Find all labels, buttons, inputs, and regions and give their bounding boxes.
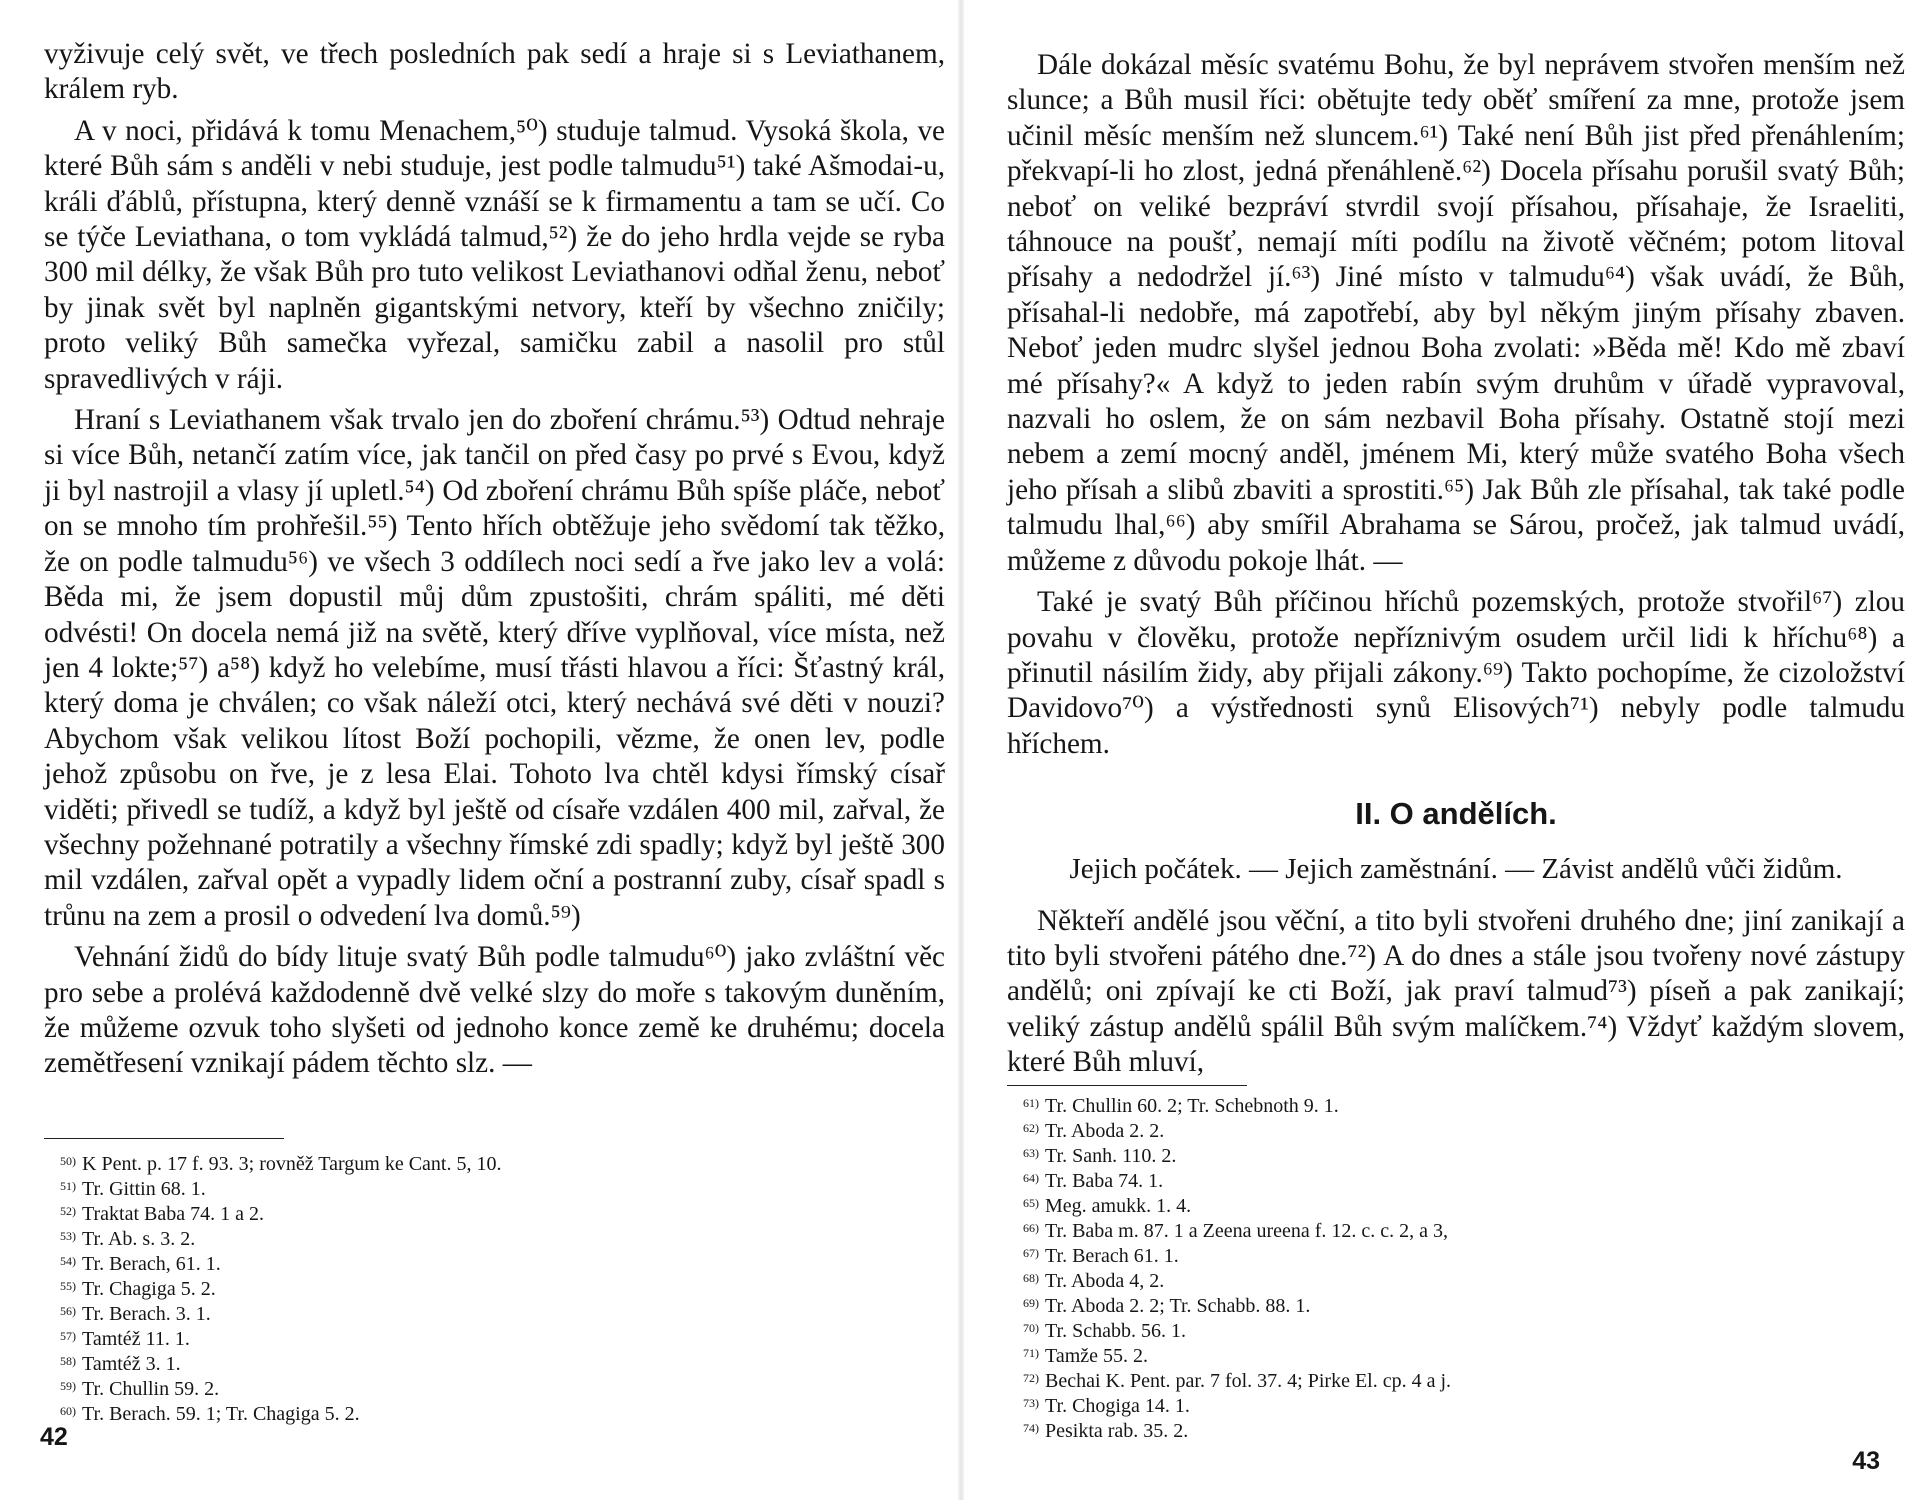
footnote-text: Tamtéž 3. 1. <box>82 1353 181 1375</box>
footnote <box>60 1150 940 1175</box>
footnote-number: 64) <box>1023 1171 1039 1185</box>
left-paragraph-3: Hraní s Leviathanem však trvalo jen do zboření chrámu.⁵³) Odtud nehraje si více Bůh, netančí zatím více, jak tančil on před časy po prvé s Evou, když ji byl nastrojil a vlasy jí upletl.⁵⁴) Od zboření chrámu Bůh spíše pláče, neboť on se mnoho tím prohřešil.⁵⁵) Tento hřích obtěžuje jeho svědomí tak těžko, že on podle talmudu⁵⁶) ve všech 3 oddílech noci sedí a řve jako lev a volá: Běda mi, že jsem dopustil můj dům zpustošiti, chrám spáliti, mé děti odvésti! On docela nemá již na světě, který dříve vyplňoval, více místa, než jen 4 lokte;⁵⁷) a⁵⁸) když ho velebíme, musí třásti hlavou a říci: Šťastný král, který doma je chválen; co však náleží otci, který nechává své děti v nouzi? Abychom však velikou lítost Boží pochopili, vězme, že onen lev, podle jehož způsobu on řve, je z lesa Elai. Tohoto lva chtěl kdysi římský císař viděti; přivedl se tudíž, a když byl ještě od císaře vzdálen 400 mil, zařval, že všechny požehnané potratily a všechny římské zdi spadly; když byl ještě 300 mil vzdálen, zařval opět a vypadly lidem oční a postranní zuby, císař spadl s trůnu na zem a prosil o odvedení lva domů.⁵⁹) <box>44 404 945 932</box>
footnote-number: 55) <box>60 1279 76 1293</box>
footnote <box>60 1400 940 1425</box>
footnote <box>1023 1217 1903 1242</box>
left-paragraph-1: vyživuje celý svět, ve třech posledních pak sedí a hraje si s Leviathanem, králem ryb. <box>44 38 945 106</box>
right-body-text <box>1007 48 1905 1087</box>
footnote <box>1023 1267 1903 1292</box>
footnote-number: 59) <box>60 1379 76 1393</box>
footnote <box>1023 1367 1903 1392</box>
footnote-number: 66) <box>1023 1221 1039 1235</box>
footnote-text: Bechai K. Pent. par. 7 fol. 37. 4; Pirke El. cp. 4 a j. <box>1045 1370 1452 1392</box>
footnote-number: 57) <box>60 1329 76 1343</box>
left-footnotes <box>60 1150 940 1425</box>
footnote-text: Tr. Ab. s. 3. 2. <box>82 1228 196 1250</box>
footnote <box>60 1300 940 1325</box>
footnote <box>1023 1292 1903 1317</box>
footnote-number: 71) <box>1023 1346 1039 1360</box>
section-subtitle: Jejich počátek. — Jejich zaměstnání. — Závist andělů vůči židům. <box>1069 852 1843 885</box>
footnote <box>1023 1417 1903 1442</box>
footnote-text: Pesikta rab. 35. 2. <box>1045 1420 1189 1442</box>
footnote <box>60 1225 940 1250</box>
footnote-number: 61) <box>1023 1096 1039 1110</box>
right-footnote-divider <box>1007 1085 1247 1086</box>
footnote-number: 68) <box>1023 1271 1039 1285</box>
footnote <box>1023 1092 1903 1117</box>
footnote-number: 52) <box>60 1204 76 1218</box>
footnote-text: Tr. Chullin 60. 2; Tr. Schebnoth 9. 1. <box>1045 1095 1339 1117</box>
footnote <box>60 1350 940 1375</box>
left-footnote-divider <box>44 1138 284 1139</box>
footnote <box>1023 1117 1903 1142</box>
footnote-text: Tr. Berach. 59. 1; Tr. Chagiga 5. 2. <box>82 1403 360 1425</box>
footnote-number: 56) <box>60 1304 76 1318</box>
right-page-number: 43 <box>1852 1447 1880 1475</box>
footnote-text: Tr. Sanh. 110. 2. <box>1045 1145 1177 1167</box>
left-paragraph-4: Vehnání židů do bídy lituje svatý Bůh podle talmudu⁶⁰) jako zvláštní věc pro sebe a prolévá každodenně dvě velké slzy do moře s takovým duněním, že můžeme ozvuk toho slyšeti od jednoho konce země ke druhému; docela zemětřesení vznikají pádem těchto slz. — <box>44 941 945 1080</box>
footnote-number: 70) <box>1023 1321 1039 1335</box>
right-footnotes <box>1023 1092 1903 1442</box>
footnote-number: 54) <box>60 1254 76 1268</box>
footnote-text: Tr. Aboda 2. 2; Tr. Schabb. 88. 1. <box>1045 1295 1311 1317</box>
footnote-number: 63) <box>1023 1146 1039 1160</box>
footnote <box>1023 1242 1903 1267</box>
footnote-text: Tr. Chogiga 14. 1. <box>1045 1395 1190 1417</box>
footnote-text: Traktat Baba 74. 1 a 2. <box>82 1203 265 1225</box>
footnote-number: 60) <box>60 1404 76 1418</box>
right-paragraph-3: Někteří andělé jsou věční, a tito byli stvořeni druhého dne; jiní zanikají a tito byli stvořeni pátého dne.⁷²) A do dnes a stále jsou tvořeny nové zástupy andělů; oni zpívají ke cti Boží, jak praví talmud⁷³) píseň a pak zanikají; veliký zástup andělů spálil Bůh svým malíčkem.⁷⁴) Vždyť každým slovem, které Bůh mluví, <box>1007 904 1905 1079</box>
footnote-number: 72) <box>1023 1371 1039 1385</box>
section-heading: II. O andělích. <box>1355 796 1557 832</box>
right-paragraph-2: Také je svatý Bůh příčinou hříchů pozemských, protože stvořil⁶⁷) zlou povahu v člověku, protože nepříznivým osudem určil lidi k hříchu⁶⁸) a přinutil násilím židy, aby přijali zákony.⁶⁹) Takto pochopíme, že cizoložství Davidovo⁷⁰) a výstřednosti synů Elisových⁷¹) nebyly podle talmudu hříchem. <box>1007 586 1905 760</box>
footnote <box>60 1325 940 1350</box>
footnote <box>60 1275 940 1300</box>
footnote <box>1023 1342 1903 1367</box>
left-page-number: 42 <box>40 1423 68 1451</box>
footnote-number: 69) <box>1023 1296 1039 1310</box>
footnote <box>60 1250 940 1275</box>
footnote-text: Meg. amukk. 1. 4. <box>1045 1195 1192 1217</box>
footnote-number: 51) <box>60 1179 76 1193</box>
footnote-text: Tr. Gittin 68. 1. <box>82 1178 206 1200</box>
footnote <box>60 1375 940 1400</box>
footnote <box>60 1200 940 1225</box>
footnote-number: 67) <box>1023 1246 1039 1260</box>
footnote-text: Tr. Berach 61. 1. <box>1045 1245 1179 1267</box>
footnote <box>1023 1317 1903 1342</box>
footnote-text: Tr. Berach. 3. 1. <box>82 1303 211 1325</box>
right-paragraph-1: Dále dokázal měsíc svatému Bohu, že byl neprávem stvořen menším než slunce; a Bůh musil říci: obětujte tedy oběť smíření za mne, protože jsem učinil měsíc menším než sluncem.⁶¹) Také není Bůh jist před přenáhlením; překvapí-li ho zlost, jedná přenáhleně.⁶²) Docela přísahu porušil svatý Bůh; neboť on veliké bezpráví stvrdil svojí přísahou, přísahaje, že Israeliti, táhnouce na poušť, nemají míti podílu na životě věčném; potom litoval přísahy a nedodržel jí.⁶³) Jiné místo v talmudu⁶⁴) však uvádí, že Bůh, přísahal-li nedobře, má zapotřebí, aby byl někým jiným přísahy zbaven. Neboť jeden mudrc slyšel jednou Boha zvolati: »Běda mě! Kdo mě zbaví mé přísahy?« A když to jeden rabín svým druhům v úřadě vypravoval, nazvali ho oslem, že on sám nezbavil Boha přísahy. Ostatně stojí mezi nebem a zemí mocný anděl, jménem Mi, který může svatého Boha všech jeho přísah a slibů zbaviti a sprostiti.⁶⁵) Jak Bůh zle přísahal, tak také podle talmudu lhal,⁶⁶) aby smířil Abrahama se Sárou, pročež, jak talmud uvádí, můžeme z důvodu pokoje lhát. — <box>1007 49 1905 577</box>
right-page <box>961 0 1922 1500</box>
footnote-text: Tr. Baba 74. 1. <box>1045 1170 1164 1192</box>
footnote-number: 73) <box>1023 1396 1039 1410</box>
footnote-text: Tr. Chullin 59. 2. <box>82 1378 220 1400</box>
footnote-number: 74) <box>1023 1421 1039 1435</box>
footnote-text: Tr. Chagiga 5. 2. <box>82 1278 216 1300</box>
footnote <box>1023 1392 1903 1417</box>
left-body-text <box>44 37 945 1088</box>
footnote <box>1023 1192 1903 1217</box>
footnote-text: K Pent. p. 17 f. 93. 3; rovněž Targum ke Cant. 5, 10. <box>82 1153 502 1175</box>
footnote-number: 58) <box>60 1354 76 1368</box>
footnote-text: Tr. Baba m. 87. 1 a Zeena ureena f. 12. c. c. 2, a 3, <box>1045 1220 1449 1242</box>
footnote-number: 65) <box>1023 1196 1039 1210</box>
footnote-number: 50) <box>60 1154 76 1168</box>
left-paragraph-2: A v noci, přidává k tomu Menachem,⁵⁰) studuje talmud. Vysoká škola, ve které Bůh sám s anděli v nebi studuje, jest podle talmudu⁵¹) také Ašmodai-u, králi ďáblů, přístupna, který denně vznáší se k firmamentu a tam se učí. Co se týče Leviathana, o tom vykládá talmud,⁵²) že do jeho hrdla vejde se ryba 300 mil délky, že však Bůh pro tuto velikost Leviathanovi odňal ženu, neboť by jinak svět byl naplněn gigantskými netvory, kteří by všechno zničily; proto veliký Bůh samečka vyřezal, samičku zabil a nasolil pro stůl spravedlivých v ráji. <box>44 114 945 395</box>
footnote-text: Tamtéž 11. 1. <box>82 1328 190 1350</box>
footnote <box>1023 1142 1903 1167</box>
footnote-text: Tr. Aboda 2. 2. <box>1045 1120 1165 1142</box>
footnote-number: 62) <box>1023 1121 1039 1135</box>
footnote-text: Tr. Aboda 4, 2. <box>1045 1270 1165 1292</box>
footnote <box>60 1175 940 1200</box>
footnote-number: 53) <box>60 1229 76 1243</box>
footnote-text: Tr. Schabb. 56. 1. <box>1045 1320 1186 1342</box>
footnote-text: Tr. Berach, 61. 1. <box>82 1253 221 1275</box>
footnote-text: Tamže 55. 2. <box>1045 1345 1149 1367</box>
footnote <box>1023 1167 1903 1192</box>
